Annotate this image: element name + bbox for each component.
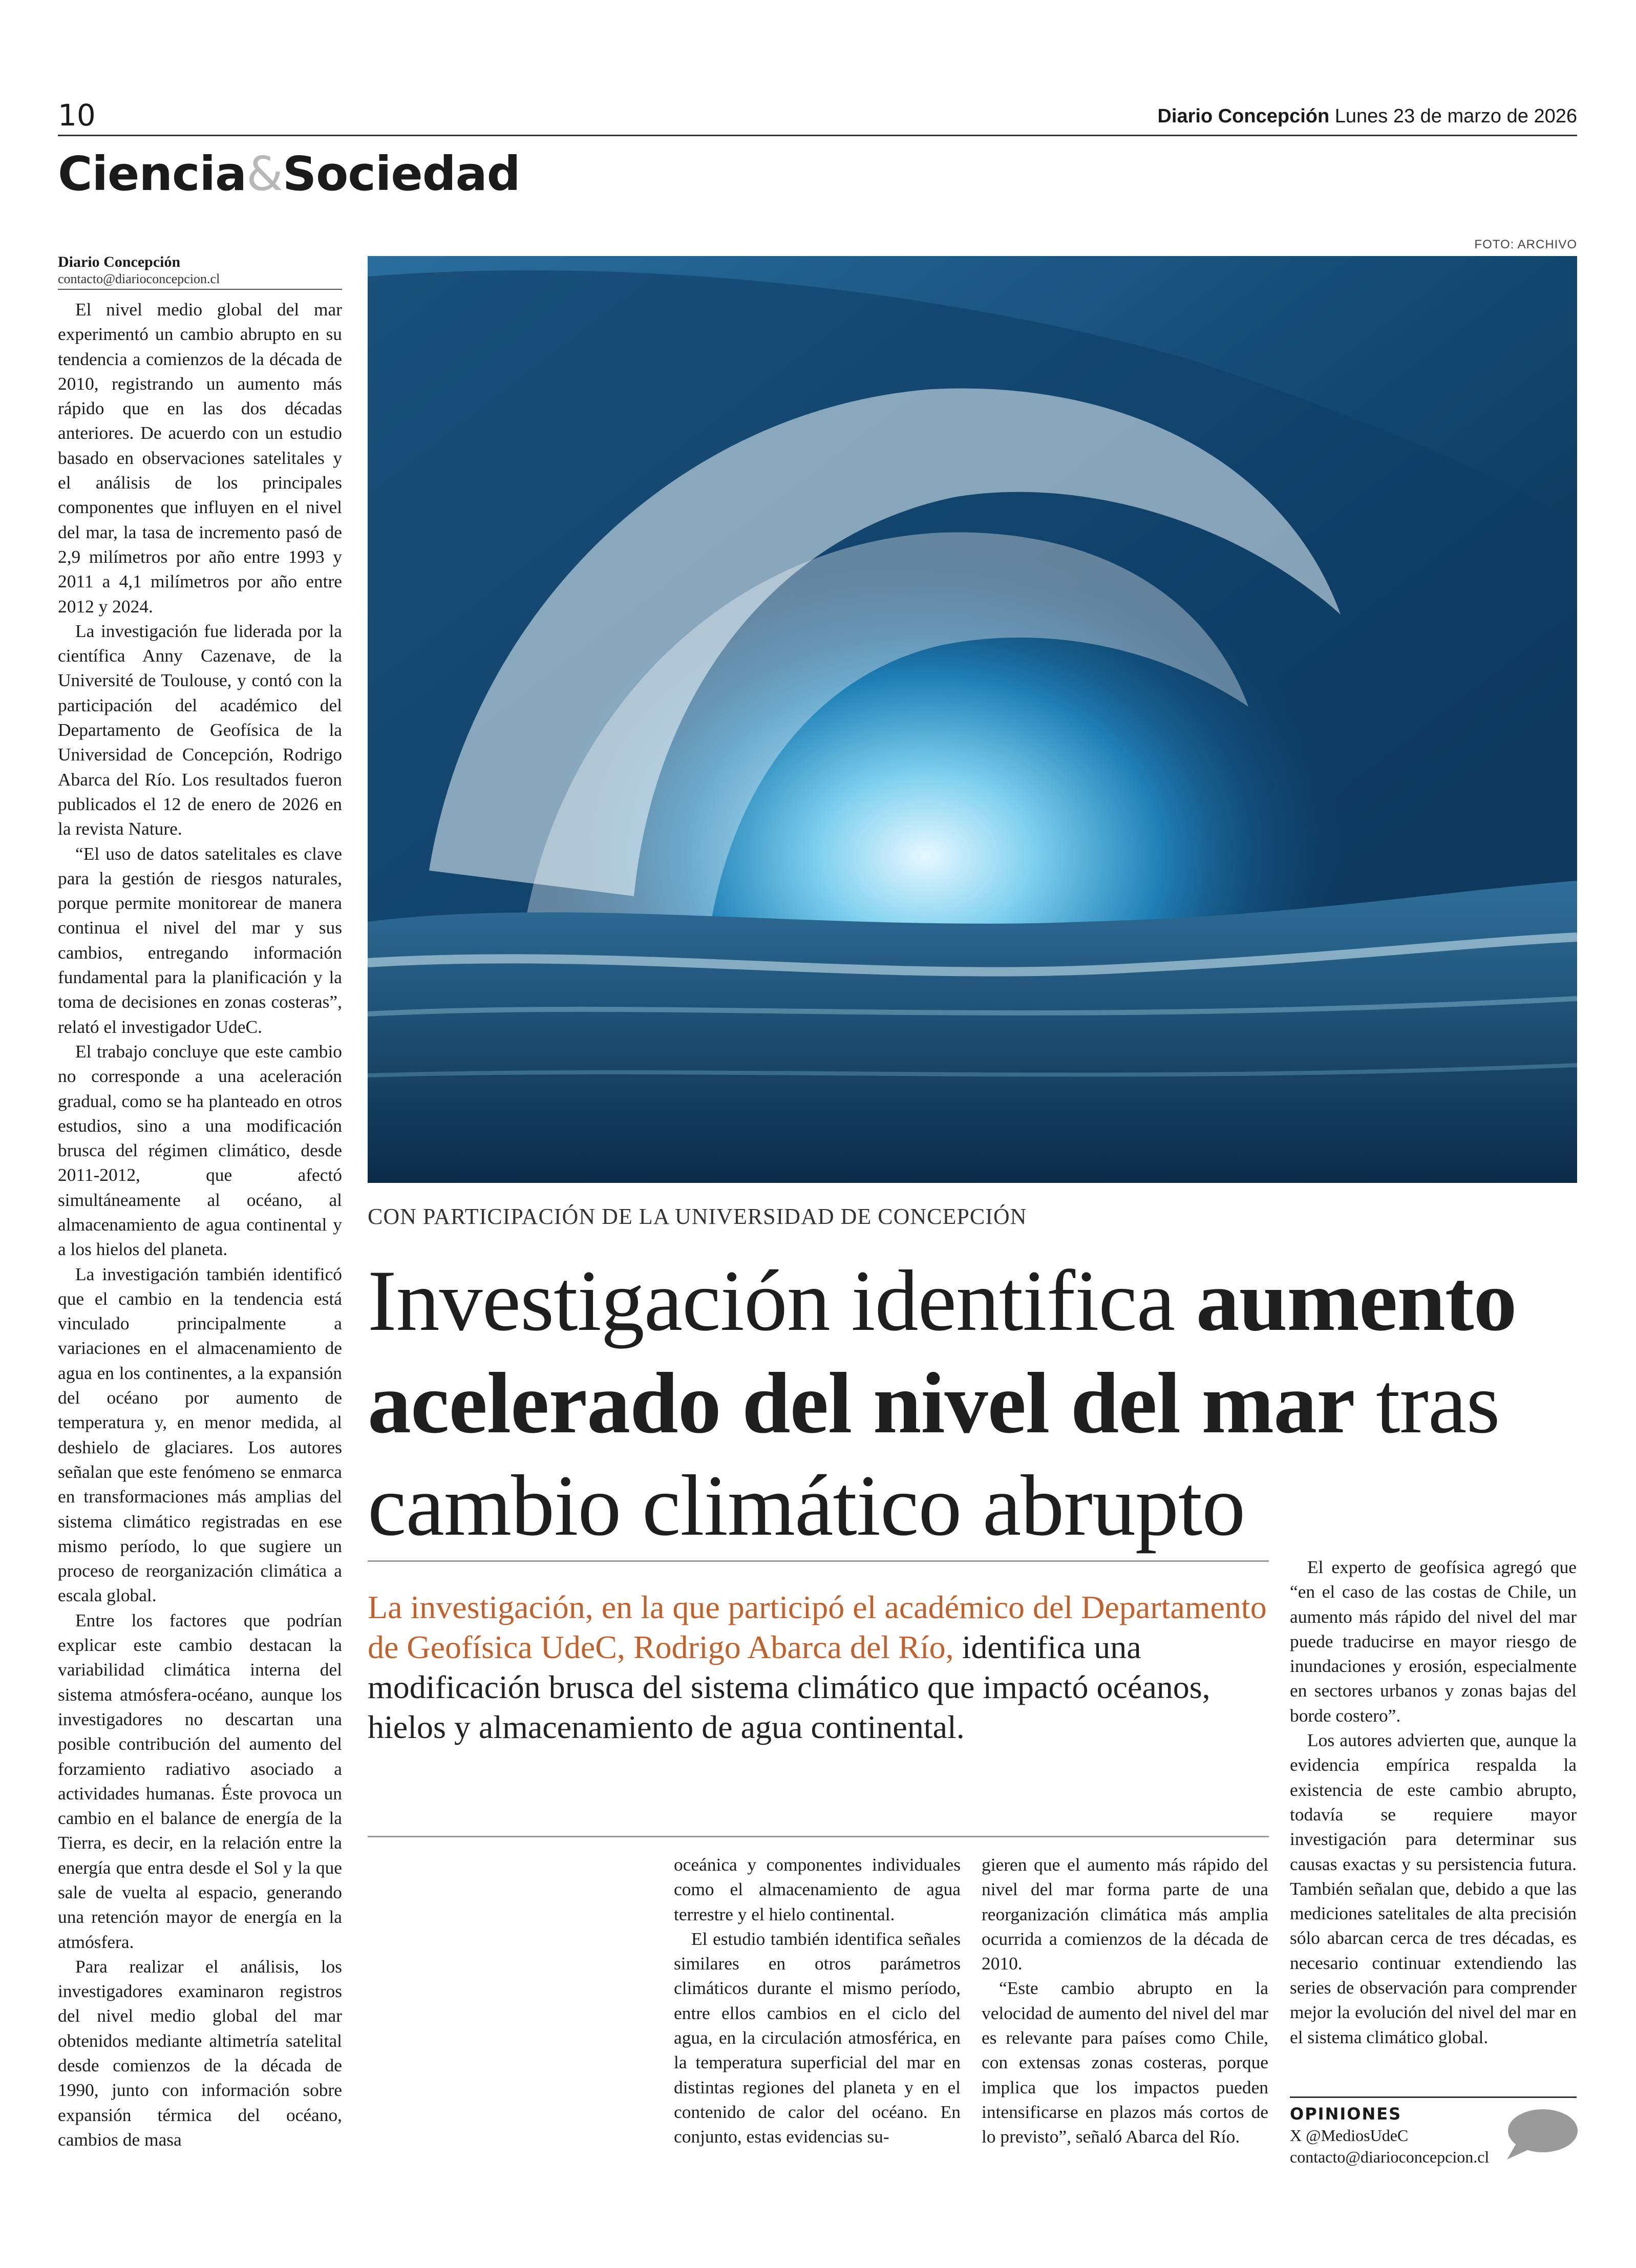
contact-email[interactable]: contacto@diarioconcepcion.cl [1290, 2148, 1490, 2166]
header-rule [58, 135, 1577, 136]
body-column-3 [982, 1852, 1268, 2149]
paper-name: Diario Concepción [1157, 105, 1330, 127]
page-number: 10 [58, 98, 96, 133]
paragraph: El nivel medio global del mar experimentó un cambio abrupto en su tendencia a comienzos de la década de 2010, registrando un aumento más rápido que en las dos décadas anteriores. De acuerdo con un estudio basado en observaciones satelitales y el análisis de los principales componentes que influyen en el nivel del mar, la tasa de incremento pasó de 2,9 milímetros por año entre 1993 y 2011 a 4,1 milímetros por año entre 2012 y 2024. [58, 299, 342, 617]
paragraph: Para realizar el análisis, los investigadores examinaron registros del nivel medio global del mar obtenidos mediante altimetría satelital desde comienzos de la década de 1990, junto con información sobre expansión térmica del océano, cambios de masa [58, 1956, 342, 2150]
paragraph: La investigación fue liderada por la científica Anny Cazenave, de la Université de Toulouse, y contó con la participación del académico del Departamento de Geofísica de la Universidad de Concepción, Rodrigo Abarca del Río. Los resultados fueron publicados el 12 de enero de 2026 en la revista Nature. [58, 620, 342, 839]
byline-rule [58, 289, 342, 290]
section-ampersand: & [246, 146, 283, 201]
wave-photo [368, 256, 1577, 1183]
deck-accent: La investigación, en la que participó el académico del Departamento de Geofísica UdeC, Rodrigo Abarca del Río, [368, 1589, 1267, 1665]
photo-credit: FOTO: ARCHIVO [1474, 238, 1577, 251]
section-title-right: Sociedad [282, 146, 520, 201]
paragraph: gieren que el aumento más rápido del nivel del mar forma parte de una reorganización climática más amplia ocurrida a comienzos de la década de 2010. [982, 1854, 1268, 1974]
paragraph: El estudio también identifica señales similares en otros parámetros climáticos durante el mismo período, entre ellos cambios en el ciclo del agua, en la circulación atmosférica, en la temperatura superficial del mar en distintas regiones del planeta y en el contenido de calor del océano. En conjunto, estas evidencias su- [674, 1928, 961, 2147]
social-handle[interactable]: X @MediosUdeC [1290, 2126, 1409, 2145]
byline-name: Diario Concepción [58, 253, 181, 270]
deck-rule-top [368, 1560, 1269, 1562]
speech-bubble-icon [1503, 2106, 1580, 2163]
paragraph: “Este cambio abrupto en la velocidad de aumento del nivel del mar es relevante para países como Chile, con extensas zonas costeras, porque implica que los impactos pueden intensificarse en plazos más cortos de lo previsto”, señaló Abarca del Río. [982, 1978, 1268, 2147]
deck-rest: identifica una modificación brusca del sistema climático que impactó océanos, hielos y almacenamiento de agua continental. [368, 1629, 1210, 1745]
wave-illustration [368, 256, 1577, 1183]
paragraph: oceánica y componentes individuales como el almacenamiento de agua terrestre y el hielo continental. [674, 1854, 961, 1924]
paragraph: El trabajo concluye que este cambio no corresponde a una aceleración gradual, como se ha planteado en otros estudios, sino a una modificación brusca del régimen climático, desde 2011-2012, que afectó simultáneamente al océano, al almacenamiento de agua continental y a los hielos del planeta. [58, 1041, 342, 1260]
section-title-left: Ciencia [58, 146, 247, 201]
body-column-1 [58, 297, 342, 2152]
headline-emphasis: aumento acelerado del nivel del mar [368, 1253, 1517, 1451]
headline-kicker: CON PARTICIPACIÓN DE LA UNIVERSIDAD DE CONCEPCIÓN [368, 1204, 1027, 1229]
body-column-4 [1290, 1555, 1577, 2049]
paragraph: La investigación también identificó que el cambio en la tendencia está vinculado principalmente a variaciones en el almacenamiento de agua en los continentes, a la expansión del océano por aumento de temperatura y, en menor medida, al deshielo de glaciares. Los autores señalan que este fenómeno se enmarca en transformaciones más amplias del sistema climático registradas en ese mismo período, lo que sugiere un proceso de reorganización climática a escala global. [58, 1263, 342, 1606]
deck [368, 1587, 1269, 1747]
paragraph: El experto de geofísica agregó que “en el caso de las costas de Chile, un aumento más rápido del nivel del mar puede traducirse en mayor riesgo de inundaciones y erosión, especialmente en sectores urbanos y zonas bajas del borde costero”. [1290, 1557, 1577, 1726]
issue-date: Lunes 23 de marzo de 2026 [1334, 105, 1577, 127]
body-column-2 [674, 1852, 961, 2149]
opinions-title: OPINIONES [1290, 2104, 1402, 2124]
section-title [58, 146, 520, 202]
paragraph: Entre los factores que podrían explicar este cambio destacan la variabilidad climática interna del sistema atmósfera-océano, aunque los investigadores no descartan una posible contribución del aumento del forzamiento radiativo asociado a actividades humanas. Éste provoca un cambio en el balance de energía de la Tierra, es decir, en la relación entre la energía que entra desde el Sol y la que sale de vuelta al espacio, generando una retención mayor de energía en la atmósfera. [58, 1609, 342, 1952]
deck-rule-bottom [368, 1836, 1269, 1837]
byline-email: contacto@diarioconcepcion.cl [58, 271, 220, 286]
paragraph: “El uso de datos satelitales es clave para la gestión de riesgos naturales, porque permite monitorear de manera continua el nivel del mar y sus cambios, entregando información fundamental para la planificación y la toma de decisiones en zonas costeras”, relató el investigador UdeC. [58, 843, 342, 1037]
masthead [1157, 104, 1577, 128]
paragraph: Los autores advierten que, aunque la evidencia empírica respalda la existencia de este cambio abrupto, todavía se requiere mayor investigación para determinar sus causas exactas y su persistencia futura. También señalan que, debido a que las mediciones satelitales de alta precisión sólo abarcan cerca de tres décadas, es necesario continuar extendiendo las series de observación para comprender mejor la evolución del nivel del mar en el sistema climático global. [1290, 1730, 1577, 2047]
headline-part-1: Investigación identifica [368, 1253, 1196, 1349]
opinions-rule [1290, 2096, 1577, 2098]
headline [368, 1249, 1577, 1557]
headline-part-3: tras cambio climático abrupto [368, 1355, 1500, 1554]
